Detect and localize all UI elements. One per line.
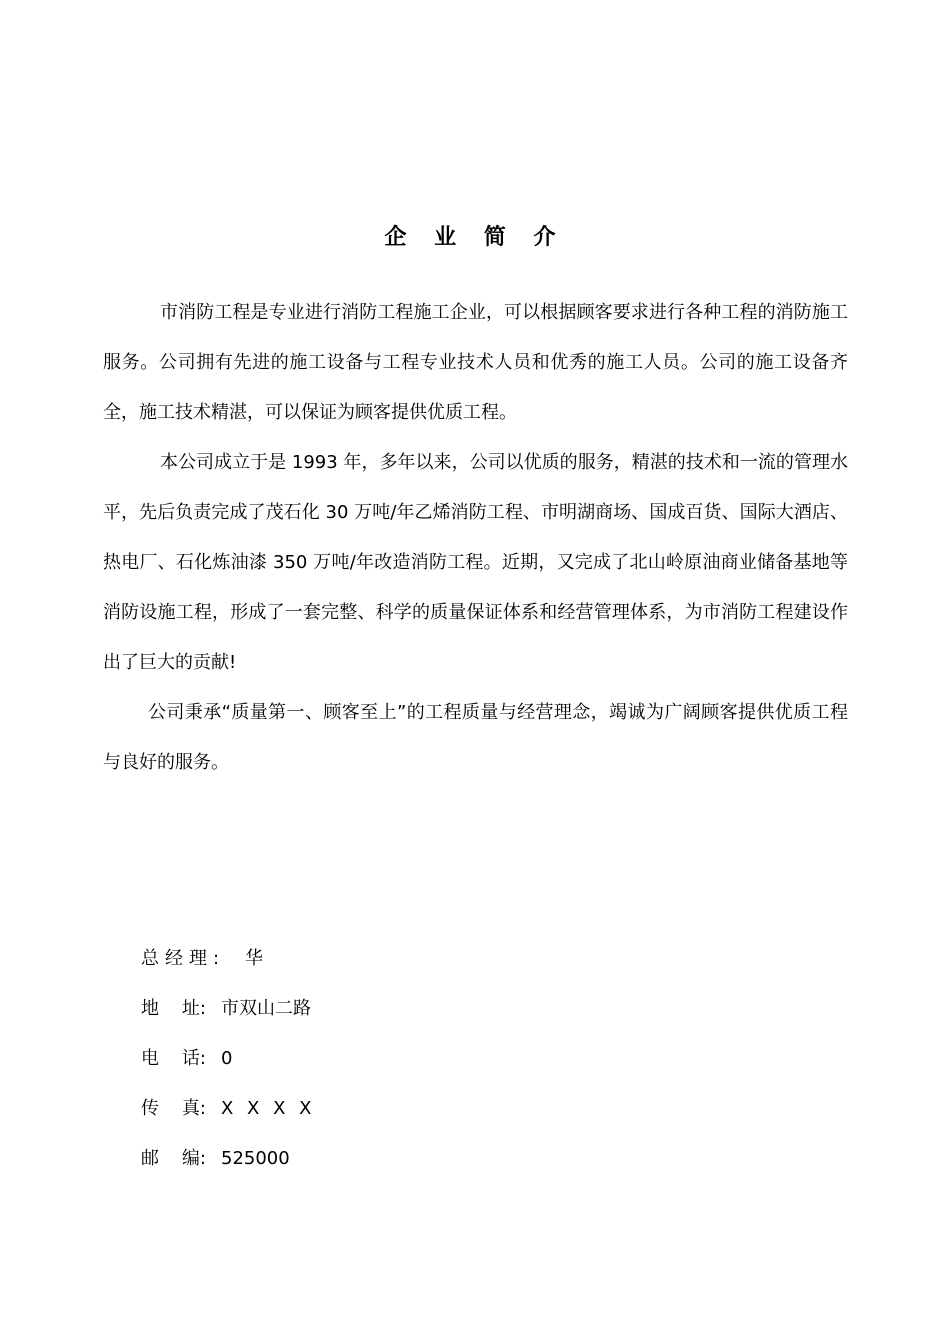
address-value: 市双山二路	[221, 998, 311, 1019]
manager-value: 华	[245, 948, 263, 969]
phone-label: 电 话:	[141, 1048, 206, 1069]
contact-row-fax	[141, 1084, 641, 1134]
intro-paragraph-1: 市消防工程是专业进行消防工程施工企业，可以根据顾客要求进行各种工程的消防施工服务。公司拥有先进的施工设备与工程专业技术人员和优秀的施工人员。公司的施工设备齐全，施工技术精湛，可以保证为顾客提供优质工程。	[103, 302, 848, 423]
intro-paragraph-3: 公司秉承“质量第一、顾客至上”的工程质量与经营理念，竭诚为广阔顾客提供优质工程与良好的服务。	[103, 702, 848, 773]
intro-paragraph-2: 本公司成立于是 1993 年，多年以来，公司以优质的服务，精湛的技术和一流的管理水平，先后负责完成了茂石化 30 万吨/年乙烯消防工程、市明湖商场、国成百货、国际大酒店、热电厂、石化炼油漆 350 万吨/年改造消防工程。近期，又完成了北山岭原油商业储备基地等消防设施工程，形成了一套完整、科学的质量保证体系和经营管理体系，为市消防工程建设作出了巨大的贡献!	[103, 452, 848, 673]
contact-info	[141, 934, 641, 1184]
address-label: 地 址:	[141, 998, 206, 1019]
contact-row-manager	[141, 934, 641, 984]
contact-row-address	[141, 984, 641, 1034]
contact-row-phone	[141, 1034, 641, 1084]
company-intro-body	[103, 288, 848, 788]
fax-value: X X X X	[221, 1098, 316, 1119]
manager-label: 总经理:	[141, 948, 226, 969]
phone-value: 0	[221, 1048, 233, 1069]
postcode-label: 邮 编:	[141, 1148, 206, 1169]
fax-label: 传 真:	[141, 1098, 206, 1119]
page-title: 企 业 简 介	[384, 225, 566, 250]
contact-row-postcode	[141, 1134, 641, 1184]
postcode-value: 525000	[221, 1148, 290, 1169]
